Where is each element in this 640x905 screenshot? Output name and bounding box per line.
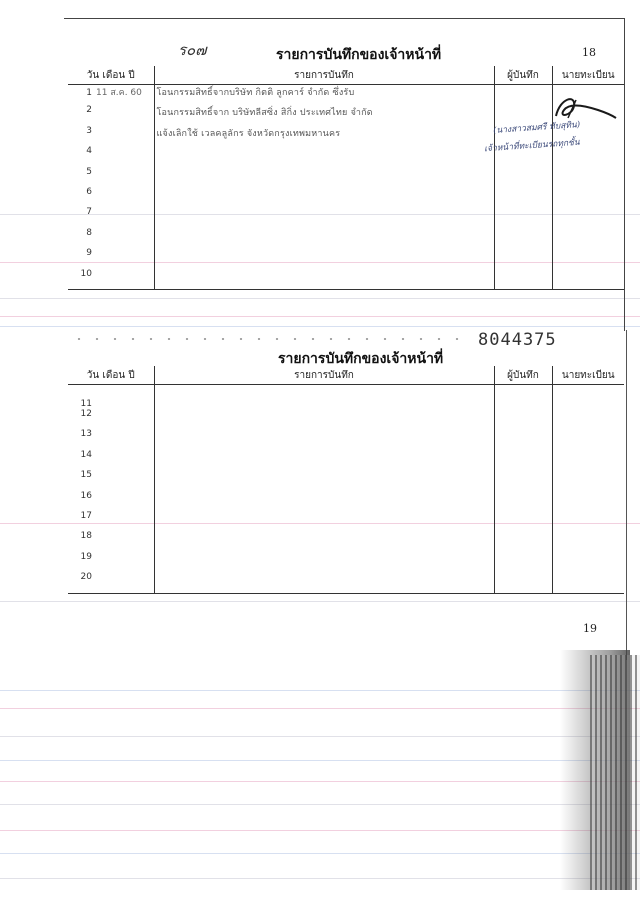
row-number: 4 <box>86 146 92 157</box>
table-row <box>68 511 624 531</box>
table-row <box>68 409 624 429</box>
row-number: 18 <box>80 531 92 542</box>
row-number: 5 <box>86 166 92 177</box>
page-title-bottom: รายการบันทึกของเจ้าหน้าที่ <box>278 351 444 367</box>
table-row <box>68 491 624 511</box>
row-number: 20 <box>80 572 92 583</box>
row-number: 8 <box>86 227 92 238</box>
row-number: 12 <box>80 409 92 419</box>
scan-shadow-stripes <box>590 655 640 890</box>
table-row <box>68 572 624 593</box>
table-row <box>68 187 624 207</box>
row-number: 1 <box>86 88 92 98</box>
row-number: 13 <box>80 429 92 440</box>
registrar-signature-icon <box>546 88 618 128</box>
col-registrar-header: นายทะเบียน <box>552 366 624 385</box>
recorder-title-note: เจ้าหน้าที่ทะเบียนรถทุกชั้น <box>483 137 581 155</box>
col-recorder-header: ผู้บันทึก <box>494 66 552 85</box>
row-number: 17 <box>80 510 92 521</box>
table-row <box>68 85 624 106</box>
row-number: 11 <box>80 399 92 409</box>
row-number: 7 <box>86 207 92 218</box>
row-number: 3 <box>86 125 92 136</box>
row-number: 14 <box>80 449 92 460</box>
handwritten-mark: ร๐๗ <box>178 41 207 59</box>
col-date-header: วัน เดือน ปี <box>68 66 154 85</box>
page-title-top: รายการบันทึกของเจ้าหน้าที่ <box>276 47 442 63</box>
col-recorder-header: ผู้บันทึก <box>494 366 552 385</box>
page-number-top: 18 <box>582 46 596 59</box>
table-row <box>68 531 624 551</box>
record-table-top <box>68 66 624 290</box>
row-date: 11 ส.ค. 60 <box>96 88 142 98</box>
table-row <box>68 429 624 449</box>
row-record: แจ้งเลิกใช้ เวลคลูลักร จังหวัดกรุงเทพมหานคร <box>154 126 494 146</box>
row-number: 10 <box>80 268 92 279</box>
row-number: 16 <box>80 490 92 501</box>
col-date-header: วัน เดือน ปี <box>68 366 154 385</box>
table-row <box>68 470 624 490</box>
col-record-header: รายการบันทึก <box>154 366 494 385</box>
table-row <box>68 450 624 470</box>
document-number: 8044375 <box>478 330 557 350</box>
row-number: 19 <box>80 551 92 562</box>
row-record: โอนกรรมสิทธิ์จากบริษัท กิตติ ลูกคาร์ จำกัด ซึ่งรับ <box>154 85 494 106</box>
page-number-bottom: 19 <box>583 622 597 635</box>
row-number: 9 <box>86 248 92 259</box>
table-row <box>68 228 624 248</box>
row-record: โอนกรรมสิทธิ์จาก บริษัทลีสซิ่ง สิกิ่ง ประเทศไทย จำกัด <box>154 105 494 125</box>
row-number: 6 <box>86 186 92 197</box>
col-record-header: รายการบันทึก <box>154 66 494 85</box>
perforation-dots <box>70 336 470 342</box>
table-row <box>68 552 624 572</box>
row-number: 2 <box>86 105 92 116</box>
col-registrar-header: นายทะเบียน <box>552 66 624 85</box>
table-row <box>68 269 624 290</box>
table-row <box>68 248 624 268</box>
recorder-name-note: (นางสาวสมศรี ทับสุทิน) <box>492 119 581 137</box>
table-row <box>68 385 624 410</box>
record-table-bottom <box>68 366 624 594</box>
row-number: 15 <box>80 470 92 481</box>
table-row <box>68 207 624 227</box>
table-row <box>68 167 624 187</box>
